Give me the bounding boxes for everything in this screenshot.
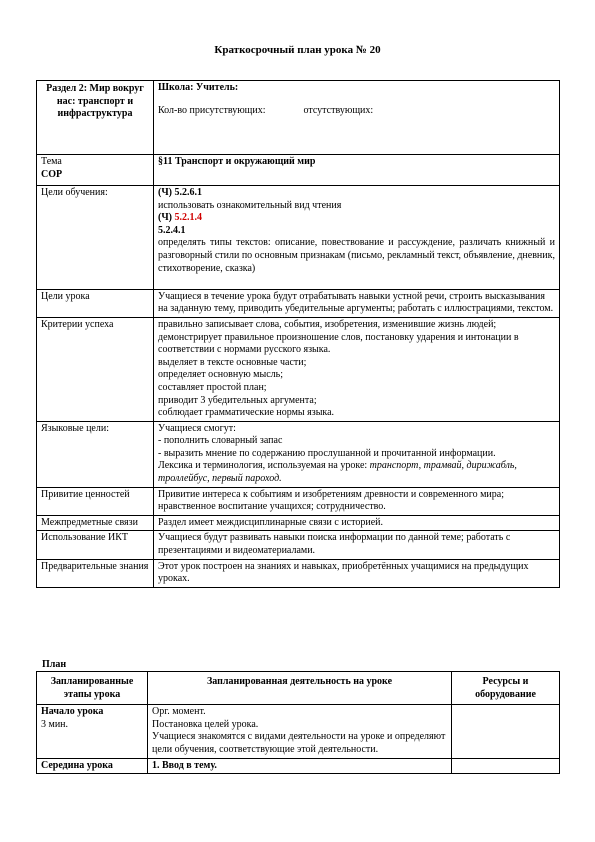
criteria-cell — [154, 317, 560, 421]
lesson-goals-label: Цели урока — [37, 289, 154, 317]
start-activity: Учащиеся знакомятся с видами деятельности на уроке и определяют цели обучения, соответствующие этой деятельности. — [152, 731, 446, 755]
goal3-code: 5.2.4.1 — [158, 224, 186, 236]
goal1-text: использовать ознакомительный вид чтения — [158, 199, 342, 211]
learning-goals-label: Цели обучения: — [37, 186, 154, 290]
goal2-marker: (Ч) — [158, 212, 172, 224]
plan-row-start — [37, 705, 560, 758]
document-title: Краткосрочный план урока № 20 — [214, 44, 381, 56]
plan-header-row — [37, 672, 560, 705]
lang-can: Учащиеся смогут: — [158, 422, 236, 434]
lesson-info-table — [36, 80, 560, 588]
plan-col-stages: Запланированные этапы урока — [37, 672, 148, 705]
start-activity: Орг. момент. — [152, 706, 206, 718]
lang-vocab-label: Лексика и терминология, используемая на уроке: — [158, 460, 370, 472]
ict-label: Использование ИКТ — [37, 531, 154, 559]
middle-activity: 1. Ввод в тему. — [148, 758, 452, 774]
criteria-item: приводит 3 убедительных аргумента; — [158, 394, 317, 406]
criteria-item: определяет основную мысль; — [158, 369, 283, 381]
start-activity: Постановка целей урока. — [152, 718, 259, 730]
language-goals-row — [37, 421, 560, 487]
goal1-marker: (Ч) 5.2.6.1 — [158, 187, 202, 198]
lang-vocab-terms: транспорт, трамвай, дирижабль, троллейбус, первый пароход. — [158, 460, 517, 485]
school-cell — [154, 81, 560, 155]
interdisciplinary-text: Раздел имеет междисциплинарные связи с историей. — [154, 515, 560, 531]
absent-label: отсутствующих: — [303, 104, 374, 116]
criteria-item: правильно записывает слова, события, изобретения, изменившие жизнь людей; — [158, 318, 497, 330]
learning-goals-cell — [154, 186, 560, 290]
plan-row-middle — [37, 758, 560, 774]
start-stage-cell — [37, 705, 148, 758]
criteria-item: составляет простой план; — [158, 381, 267, 393]
values-text: Привитие интереса к событиям и изобретениям древности и современного мира; нравственное воспитание учащихся; сотрудничество. — [154, 487, 560, 515]
sor-label: СОР — [41, 168, 63, 180]
section-cell: Раздел 2: Мир вокруг нас: транспорт и инфраструктура — [37, 81, 154, 155]
criteria-item: демонстрирует правильное произношение слов, постановку ударения и интонации в соответствии с нормами русского языка. — [158, 331, 519, 356]
school-teacher-label: Школа: Учитель: — [158, 82, 239, 93]
interdisciplinary-row — [37, 515, 560, 531]
lesson-goals-text: Учащиеся в течение урока будут отрабатывать навыки устной речи, строить высказывания на заданную тему, приводить убедительные аргументы; работать с иллюстрациями, текстом. — [154, 289, 560, 317]
plan-table — [36, 671, 560, 774]
criteria-label: Критерии успеха — [37, 317, 154, 421]
topic-label-cell — [37, 155, 154, 186]
topic-row — [37, 155, 560, 186]
plan-col-resources: Ресурсы и оборудование — [452, 672, 560, 705]
present-label: Кол-во присутствующих: — [158, 104, 266, 116]
values-label: Привитие ценностей — [37, 487, 154, 515]
prior-knowledge-row — [37, 559, 560, 587]
lang-item: - пополнить словарный запас — [158, 435, 283, 447]
criteria-row — [37, 317, 560, 421]
goal2-code: 5.2.1.4 — [174, 212, 202, 224]
attendance-line — [158, 105, 555, 118]
middle-stage: Середина урока — [37, 758, 148, 774]
language-goals-cell — [154, 421, 560, 487]
lang-vocab — [158, 460, 555, 485]
ict-text: Учащиеся будут развивать навыки поиска информации по данной теме; работать с презентациями и видеоматериалами. — [154, 531, 560, 559]
language-goals-label: Языковые цели: — [37, 421, 154, 487]
learning-goals-row — [37, 186, 560, 290]
ict-row — [37, 531, 560, 559]
start-resources-cell — [452, 705, 560, 758]
lang-item: - выразить мнение по содержанию прослушанной и прочитанной информации. — [158, 447, 496, 459]
lesson-goals-row — [37, 289, 560, 317]
goal2-line — [158, 212, 555, 225]
prior-knowledge-text: Этот урок построен на знаниях и навыках, приобретённых учащимися на предыдущих уроках. — [154, 559, 560, 587]
criteria-item: выделяет в тексте основные части; — [158, 356, 307, 368]
plan-label: План — [42, 659, 67, 670]
goal3-text: определять типы текстов: описание, повествование и рассуждение, различать книжный и разговорный стили по основным признакам (письмо, рекламный текст, объявление, дневник, стихотворение, сказка) — [158, 237, 555, 274]
values-row — [37, 487, 560, 515]
interdisciplinary-label: Межпредметные связи — [37, 515, 154, 531]
start-stage: Начало урока — [41, 706, 104, 718]
criteria-item: соблюдает грамматические нормы языка. — [158, 407, 335, 419]
topic-value: §11 Транспорт и окружающий мир — [154, 155, 560, 186]
header-row — [37, 81, 560, 155]
topic-label: Тема — [41, 156, 62, 167]
start-activity-cell — [148, 705, 452, 758]
start-time: 3 мин. — [41, 718, 69, 730]
prior-knowledge-label: Предварительные знания — [37, 559, 154, 587]
plan-col-activity: Запланированная деятельность на уроке — [148, 672, 452, 705]
middle-resources-cell — [452, 758, 560, 774]
